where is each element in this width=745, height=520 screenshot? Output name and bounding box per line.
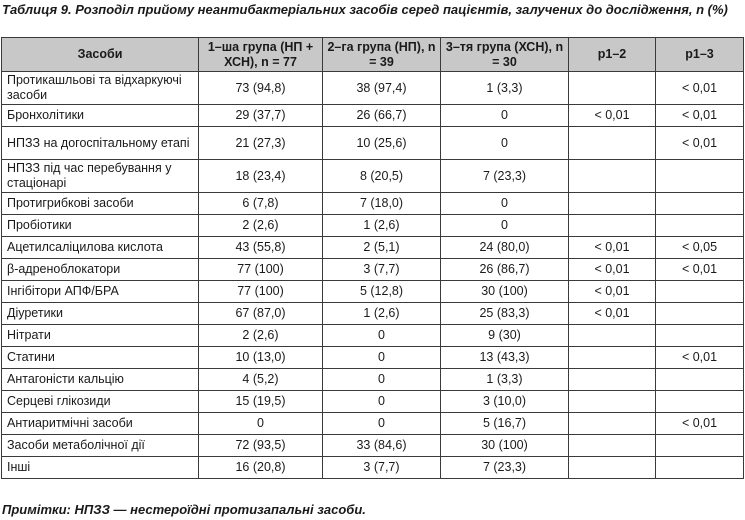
group-2-value: 5 (12,8) bbox=[323, 281, 441, 303]
group-3-value: 7 (23,3) bbox=[441, 457, 569, 479]
p12-value: < 0,01 bbox=[569, 105, 656, 127]
group-3-value: 0 bbox=[441, 127, 569, 160]
p12-value bbox=[569, 215, 656, 237]
p13-value bbox=[656, 391, 744, 413]
group-2-value: 10 (25,6) bbox=[323, 127, 441, 160]
group-1-value: 77 (100) bbox=[199, 281, 323, 303]
drug-name: Статини bbox=[2, 347, 199, 369]
group-1-value: 21 (27,3) bbox=[199, 127, 323, 160]
group-1-value: 0 bbox=[199, 413, 323, 435]
p12-value bbox=[569, 193, 656, 215]
group-2-value: 3 (7,7) bbox=[323, 259, 441, 281]
group-2-value: 26 (66,7) bbox=[323, 105, 441, 127]
drug-name: Протигрибкові засоби bbox=[2, 193, 199, 215]
p13-value bbox=[656, 303, 744, 325]
group-2-value: 0 bbox=[323, 391, 441, 413]
group-3-value: 0 bbox=[441, 105, 569, 127]
group-2-value: 2 (5,1) bbox=[323, 237, 441, 259]
p12-value bbox=[569, 435, 656, 457]
table-row bbox=[2, 281, 744, 303]
group-3-value: 1 (3,3) bbox=[441, 72, 569, 105]
p12-value: < 0,01 bbox=[569, 303, 656, 325]
table-row bbox=[2, 215, 744, 237]
p13-value bbox=[656, 457, 744, 479]
table-row bbox=[2, 193, 744, 215]
drug-name: Антагоністи кальцію bbox=[2, 369, 199, 391]
group-1-value: 2 (2,6) bbox=[199, 325, 323, 347]
group-1-value: 67 (87,0) bbox=[199, 303, 323, 325]
group-2-value: 8 (20,5) bbox=[323, 160, 441, 193]
drug-name: Серцеві глікозиди bbox=[2, 391, 199, 413]
group-3-value: 25 (83,3) bbox=[441, 303, 569, 325]
table-row bbox=[2, 160, 744, 193]
drug-name: Нітрати bbox=[2, 325, 199, 347]
group-1-value: 73 (94,8) bbox=[199, 72, 323, 105]
group-1-value: 16 (20,8) bbox=[199, 457, 323, 479]
header-group-1: 1–ша група (НП + ХСН), n = 77 bbox=[199, 38, 323, 72]
group-3-value: 5 (16,7) bbox=[441, 413, 569, 435]
p12-value: < 0,01 bbox=[569, 281, 656, 303]
drug-name: Інші bbox=[2, 457, 199, 479]
group-1-value: 77 (100) bbox=[199, 259, 323, 281]
group-2-value: 1 (2,6) bbox=[323, 303, 441, 325]
group-3-value: 0 bbox=[441, 193, 569, 215]
table-caption: Таблиця 9. Розподіл прийому неантибактеріальних засобів серед пацієнтів, залучених до дослідження, n (%) bbox=[2, 2, 728, 17]
p13-value bbox=[656, 369, 744, 391]
drug-name: Пробіотики bbox=[2, 215, 199, 237]
group-3-value: 30 (100) bbox=[441, 435, 569, 457]
group-3-value: 9 (30) bbox=[441, 325, 569, 347]
drug-name: НПЗЗ під час перебування у стаціонарі bbox=[2, 160, 199, 193]
group-1-value: 15 (19,5) bbox=[199, 391, 323, 413]
table-row bbox=[2, 413, 744, 435]
group-2-value: 0 bbox=[323, 325, 441, 347]
p13-value bbox=[656, 193, 744, 215]
p12-value bbox=[569, 413, 656, 435]
group-3-value: 13 (43,3) bbox=[441, 347, 569, 369]
p12-value bbox=[569, 457, 656, 479]
p13-value bbox=[656, 215, 744, 237]
group-3-value: 26 (86,7) bbox=[441, 259, 569, 281]
drug-name: Інгібітори АПФ/БРА bbox=[2, 281, 199, 303]
group-3-value: 7 (23,3) bbox=[441, 160, 569, 193]
table-row bbox=[2, 105, 744, 127]
group-2-value: 0 bbox=[323, 347, 441, 369]
table-row bbox=[2, 457, 744, 479]
drug-name: Бронхолітики bbox=[2, 105, 199, 127]
p13-value: < 0,01 bbox=[656, 347, 744, 369]
group-1-value: 29 (37,7) bbox=[199, 105, 323, 127]
group-2-value: 1 (2,6) bbox=[323, 215, 441, 237]
header-group-3: 3–тя група (ХСН), n = 30 bbox=[441, 38, 569, 72]
drug-distribution-table bbox=[1, 37, 744, 479]
table-row bbox=[2, 303, 744, 325]
table-row bbox=[2, 391, 744, 413]
p13-value: < 0,01 bbox=[656, 127, 744, 160]
p12-value bbox=[569, 160, 656, 193]
p12-value bbox=[569, 369, 656, 391]
group-2-value: 0 bbox=[323, 413, 441, 435]
group-1-value: 18 (23,4) bbox=[199, 160, 323, 193]
group-2-value: 7 (18,0) bbox=[323, 193, 441, 215]
drug-name: Ацетилсаліцилова кислота bbox=[2, 237, 199, 259]
p13-value bbox=[656, 325, 744, 347]
p12-value bbox=[569, 347, 656, 369]
drug-name: Засоби метаболічної дії bbox=[2, 435, 199, 457]
group-3-value: 3 (10,0) bbox=[441, 391, 569, 413]
p12-value bbox=[569, 325, 656, 347]
drug-name: НПЗЗ на догоспітальному етапі bbox=[2, 127, 199, 160]
header-drugs: Засоби bbox=[2, 38, 199, 72]
p13-value bbox=[656, 160, 744, 193]
p13-value bbox=[656, 281, 744, 303]
header-p12: p1–2 bbox=[569, 38, 656, 72]
p12-value: < 0,01 bbox=[569, 259, 656, 281]
table-row bbox=[2, 127, 744, 160]
group-1-value: 72 (93,5) bbox=[199, 435, 323, 457]
drug-name: Протикашльові та відхаркуючі засоби bbox=[2, 72, 199, 105]
table-row bbox=[2, 369, 744, 391]
p12-value bbox=[569, 127, 656, 160]
header-row bbox=[2, 38, 744, 72]
group-2-value: 33 (84,6) bbox=[323, 435, 441, 457]
p13-value: < 0,01 bbox=[656, 259, 744, 281]
group-3-value: 30 (100) bbox=[441, 281, 569, 303]
header-p13: p1–3 bbox=[656, 38, 744, 72]
p13-value: < 0,01 bbox=[656, 413, 744, 435]
group-1-value: 6 (7,8) bbox=[199, 193, 323, 215]
table-row bbox=[2, 259, 744, 281]
group-3-value: 0 bbox=[441, 215, 569, 237]
table-body bbox=[2, 72, 744, 479]
table-row bbox=[2, 237, 744, 259]
p13-value: < 0,05 bbox=[656, 237, 744, 259]
drug-name: Діуретики bbox=[2, 303, 199, 325]
group-2-value: 3 (7,7) bbox=[323, 457, 441, 479]
group-2-value: 38 (97,4) bbox=[323, 72, 441, 105]
p12-value: < 0,01 bbox=[569, 237, 656, 259]
p13-value: < 0,01 bbox=[656, 105, 744, 127]
group-2-value: 0 bbox=[323, 369, 441, 391]
group-1-value: 43 (55,8) bbox=[199, 237, 323, 259]
p12-value bbox=[569, 391, 656, 413]
group-1-value: 10 (13,0) bbox=[199, 347, 323, 369]
p13-value: < 0,01 bbox=[656, 72, 744, 105]
group-1-value: 4 (5,2) bbox=[199, 369, 323, 391]
group-3-value: 1 (3,3) bbox=[441, 369, 569, 391]
drug-name: Антиаритмічні засоби bbox=[2, 413, 199, 435]
drug-name: β-адреноблокатори bbox=[2, 259, 199, 281]
p13-value bbox=[656, 435, 744, 457]
table-row bbox=[2, 435, 744, 457]
table-row bbox=[2, 325, 744, 347]
table-note: Примітки: НПЗЗ — нестероїдні протизапальні засоби. bbox=[2, 502, 366, 517]
table-row bbox=[2, 347, 744, 369]
table-row bbox=[2, 72, 744, 105]
table-header bbox=[2, 38, 744, 72]
group-1-value: 2 (2,6) bbox=[199, 215, 323, 237]
group-3-value: 24 (80,0) bbox=[441, 237, 569, 259]
p12-value bbox=[569, 72, 656, 105]
header-group-2: 2–га група (НП), n = 39 bbox=[323, 38, 441, 72]
